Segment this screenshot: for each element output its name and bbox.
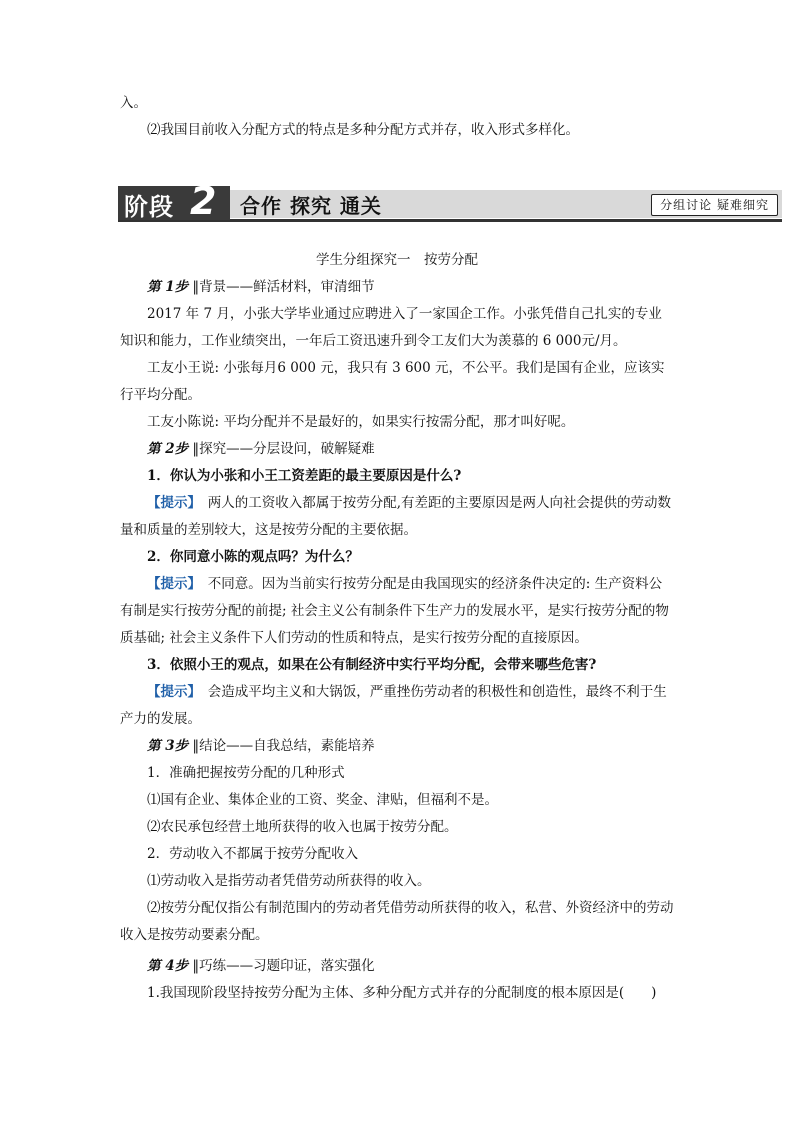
- step-1-label: 第 1步: [147, 279, 189, 295]
- tip-label-1: 【提示】: [147, 495, 195, 511]
- step-2-text: 探究——分层设问，破解疑难: [199, 441, 375, 457]
- tip-label-2: 【提示】: [147, 576, 195, 592]
- exercise-question-1: 1.我国现阶段坚持按劳分配为主体、多种分配方式并存的分配制度的根本原因是( ): [147, 985, 657, 1001]
- step-1-text: 背景——鲜活材料，审清细节: [199, 279, 375, 295]
- conclusion-1b: ⑵农民承包经营土地所获得的收入也属于按劳分配。: [147, 819, 458, 835]
- step-2: [147, 436, 674, 463]
- step-1-sep: ‖: [192, 279, 200, 295]
- tip-text-2: 不同意。因为当前实行按劳分配是由我国现实的经济条件决定的: 生产资料公有制是实行按劳分配的前提; 社会主义公有制条件下生产力的发展水平，是实行按劳分配的物质基础; 社会主义条件下人们劳动的性质和特点，是实行按劳分配的直接原因。: [120, 576, 669, 646]
- step-2-sep: ‖: [192, 441, 200, 457]
- step-3: [147, 733, 674, 760]
- stage-word: 阶段: [124, 193, 174, 221]
- conclusion-2b: ⑵按劳分配仅指公有制范围内的劳动者凭借劳动所获得的收入，私营、外资经济中的劳动收入是按劳动要素分配。: [120, 900, 674, 943]
- stage-number: 2: [190, 179, 217, 223]
- stage-block: [118, 179, 230, 223]
- answer-3: [120, 679, 674, 733]
- step-2-label: 第 2步: [147, 441, 189, 457]
- question-1: 1．你认为小张和小王工资差距的最主要原因是什么?: [147, 468, 462, 484]
- step-4-label: 第 4步: [147, 958, 189, 974]
- conclusion-1: 1．准确把握按劳分配的几种形式: [147, 765, 345, 781]
- conclusion-2: 2．劳动收入不都属于按劳分配收入: [147, 846, 359, 862]
- tip-text-1: 两人的工资收入都属于按劳分配,有差距的主要原因是两人向社会提供的劳动数量和质量的差别较大，这是按劳分配的主要依据。: [120, 495, 672, 538]
- top-line-2: ⑵我国目前收入分配方式的特点是多种分配方式并存，收入形式多样化。: [147, 122, 579, 138]
- banner-tag: 分组讨论 疑难细究: [651, 194, 778, 216]
- step-4-text: 巧练——习题印证，落实强化: [199, 958, 375, 974]
- question-3: 3．依照小王的观点，如果在公有制经济中实行平均分配，会带来哪些危害?: [147, 657, 597, 673]
- step-3-label: 第 3步: [147, 738, 189, 754]
- material-p1: 2017 年 7 月，小张大学毕业通过应聘进入了一家国企工作。小张凭借自己扎实的专业知识和能力，工作业绩突出，一年后工资迅速升到令工友们大为羡慕的 6 000元/月。: [120, 306, 662, 349]
- banner-title: 合作 探究 通关: [240, 194, 382, 218]
- step-3-sep: ‖: [192, 738, 200, 754]
- top-line-1: 入。: [120, 95, 147, 111]
- tip-text-3: 会造成平均主义和大锅饭，严重挫伤劳动者的积极性和创造性，最终不利于生产力的发展。: [120, 684, 667, 727]
- conclusion-2a: ⑴劳动收入是指劳动者凭借劳动所获得的收入。: [147, 873, 431, 889]
- material-p3: 工友小陈说: 平均分配并不是最好的，如果实行按需分配，那才叫好呢。: [147, 414, 575, 430]
- step-4-sep: ‖: [192, 958, 200, 974]
- stage-banner: [118, 179, 782, 224]
- step-3-text: 结论——自我总结，素能培养: [199, 738, 375, 754]
- answer-1: [120, 490, 674, 544]
- section-title: 学生分组探究一 按劳分配: [316, 252, 478, 268]
- step-1: [147, 274, 674, 301]
- answer-2: [120, 571, 674, 652]
- question-2: 2．你同意小陈的观点吗？为什么？: [147, 549, 359, 565]
- step-4: [147, 953, 674, 980]
- conclusion-1a: ⑴国有企业、集体企业的工资、奖金、津贴，但福利不是。: [147, 792, 498, 808]
- tip-label-3: 【提示】: [147, 684, 195, 700]
- material-p2: 工友小王说: 小张每月6 000 元，我只有 3 600 元，不公平。我们是国有企业，应该实行平均分配。: [120, 360, 665, 403]
